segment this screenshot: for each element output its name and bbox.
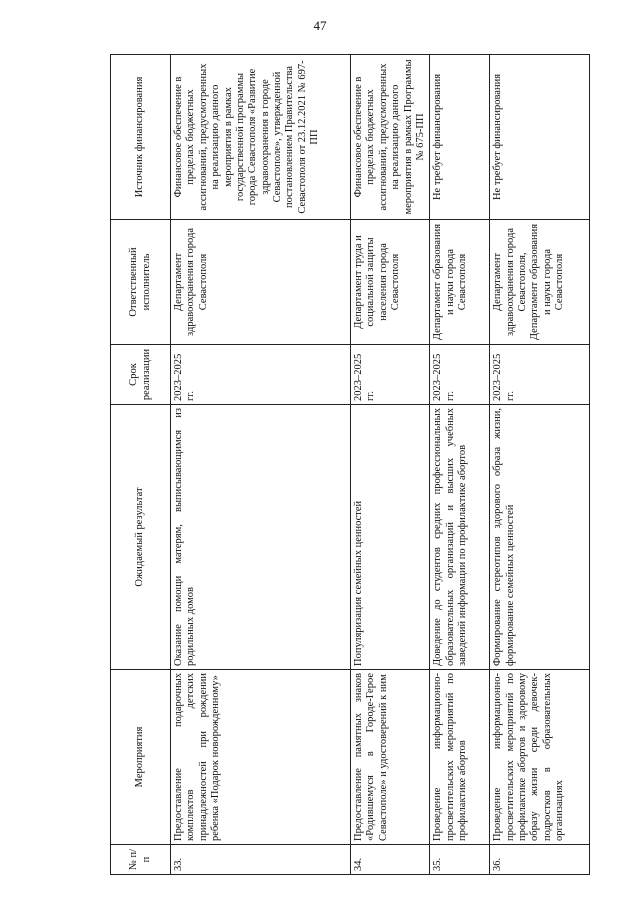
table-header-row — [111, 55, 171, 875]
row-event: Предоставление подарочных комплектов детских принадлежностей при рождении ребенка «Подарок новорожденному» — [171, 670, 351, 845]
row-term: 2023–2025 гг. — [490, 345, 590, 405]
row-source: Не требует финансирования — [430, 55, 490, 220]
row-result: Популяризация семейных ценностей — [351, 405, 430, 670]
header-event: Мероприятия — [111, 670, 171, 845]
row-num: 33. — [171, 845, 351, 875]
row-result: Доведение до студентов средних профессиональных образовательных организаций и высших учебных заведений информации по профилактике абортов — [430, 405, 490, 670]
row-event: Проведение информационно-просветительских мероприятий по профилактике абортов и здоровому образу жизни среди девочек-подростков в образовательных организациях — [490, 670, 590, 845]
header-result: Ожидаемый результат — [111, 405, 171, 670]
row-num: 34. — [351, 845, 430, 875]
row-term: 2023–2025 гг. — [430, 345, 490, 405]
table-row — [171, 55, 351, 875]
row-term: 2023–2025 гг. — [171, 345, 351, 405]
row-num: 35. — [430, 845, 490, 875]
row-source: Не требует финансирования — [490, 55, 590, 220]
row-num: 36. — [490, 845, 590, 875]
row-event: Проведение информационно-просветительских мероприятий по профилактике абортов — [430, 670, 490, 845]
row-event: Предоставление памятных знаков «Родившемуся в Городе-Герое Севастополе» и удостоверений к ним — [351, 670, 430, 845]
header-source: Источник финансирования — [111, 55, 171, 220]
row-responsible: Департамент образования и науки города Севастополя — [430, 220, 490, 345]
table-row — [430, 55, 490, 875]
row-responsible: Департамент труда и социальной защиты населения города Севастополя — [351, 220, 430, 345]
header-responsible: Ответственный исполнитель — [111, 220, 171, 345]
table-row — [351, 55, 430, 875]
table-row — [490, 55, 590, 875]
row-responsible: Департамент здравоохранения города Севастополя, Департамент образования и науки города Севастополя — [490, 220, 590, 345]
page-number: 47 — [313, 18, 327, 33]
row-responsible: Департамент здравоохранения города Севастополя — [171, 220, 351, 345]
rotated-table-container — [110, 55, 588, 875]
measures-table — [110, 54, 590, 875]
header-num: № п/п — [111, 845, 171, 875]
row-term: 2023–2025 гг. — [351, 345, 430, 405]
row-source: Финансовое обеспечение в пределах бюджетных ассигнований, предусмотренных на реализацию данного мероприятия в рамках государственной программы города Севастополя «Развитие здравоохранения в городе Севастополе», утвержденной постановлением Правительства Севастополя от 23.12.2021 № 697-ПП — [171, 55, 351, 220]
row-result: Оказание помощи матерям, выписывающимся из родильных домов — [171, 405, 351, 670]
header-term: Срок реализации — [111, 345, 171, 405]
row-result: Формирование стереотипов здорового образа жизни, формирование семейных ценностей — [490, 405, 590, 670]
row-source: Финансовое обеспечение в пределах бюджетных ассигнований, предусмотренных на реализацию данного мероприятия в рамках Программы № 675-ПП — [351, 55, 430, 220]
